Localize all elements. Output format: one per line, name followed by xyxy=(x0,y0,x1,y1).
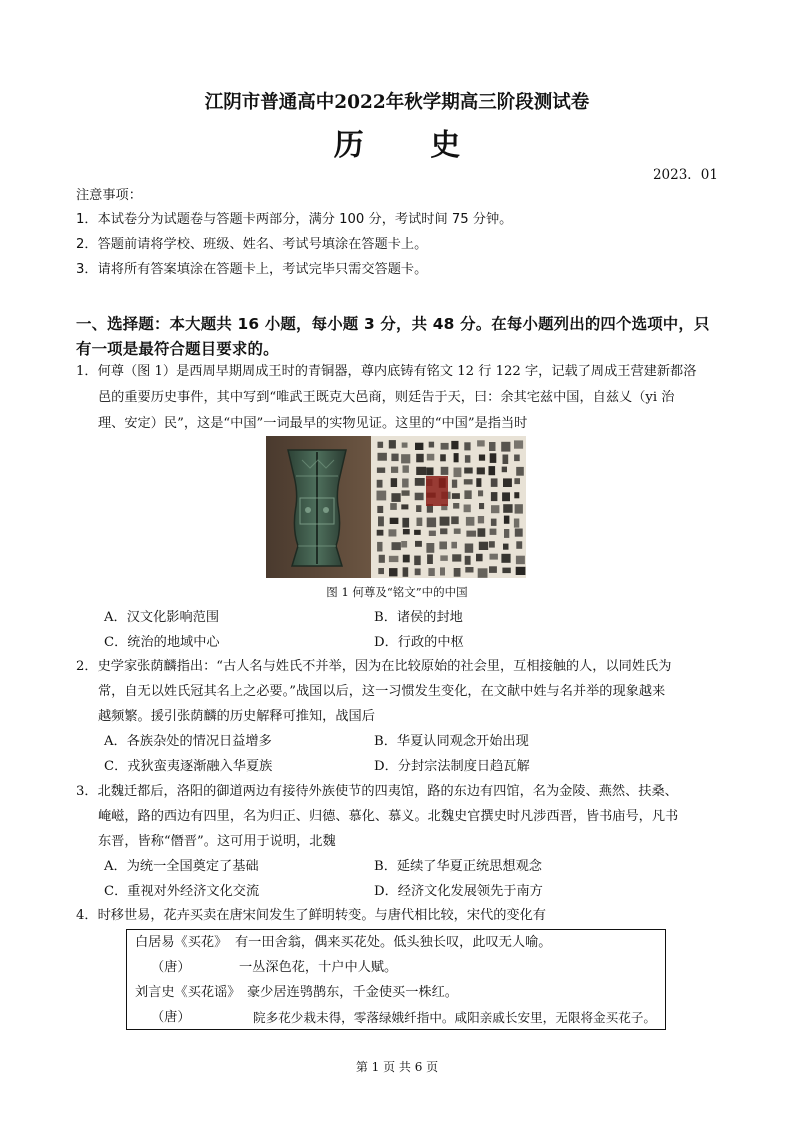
inscription-glyph xyxy=(416,467,426,475)
inscription-glyph xyxy=(479,503,484,509)
q1-option-b[interactable]: B．诸侯的封地 xyxy=(374,610,463,625)
q3-stem-line-3: 东晋，皆称“僭晋”。这可用于说明，北魏 xyxy=(98,834,336,849)
inscription-glyph xyxy=(452,493,460,499)
inscription-glyph xyxy=(417,518,423,526)
inscription-glyph xyxy=(465,455,471,463)
inscription-glyph xyxy=(514,440,523,448)
inscription-glyph xyxy=(401,454,410,463)
inscription-glyph xyxy=(490,529,497,535)
q3-option-c[interactable]: C．重视对外经济文化交流 xyxy=(104,884,260,899)
q1-option-c[interactable]: C．统治的地域中心 xyxy=(104,635,220,650)
inscription-glyph xyxy=(440,454,446,461)
inscription-glyph xyxy=(477,467,485,474)
inscription-glyph xyxy=(451,516,459,524)
q1-stem-line-3: 理、安定）民”，这是“中国”一词最早的实物见证。这里的“中国”是指当时 xyxy=(98,416,528,431)
exam-date: 2023．01 xyxy=(652,167,718,183)
inscription-glyph xyxy=(516,567,526,575)
inscription-glyph xyxy=(402,443,408,448)
inscription-glyph xyxy=(378,453,387,461)
inscription-glyph xyxy=(402,479,409,488)
inscription-glyph xyxy=(516,541,522,549)
inscription-glyph xyxy=(514,455,520,462)
inscription-glyph xyxy=(479,455,485,461)
inscription-glyph xyxy=(515,529,523,537)
inscription-glyph xyxy=(491,505,499,513)
notice-item-3: 3．请将所有答案填涂在答题卡上，考试完毕只需交答题卡。 xyxy=(76,262,428,277)
inscription-glyph xyxy=(503,455,509,465)
inscription-glyph xyxy=(490,453,497,463)
he-zun-figure xyxy=(266,436,526,578)
q2-option-c[interactable]: C．戎狄蛮夷逐渐融入华夏族 xyxy=(104,759,273,774)
inscription-glyph xyxy=(391,454,398,462)
inscription-glyph xyxy=(440,517,450,526)
inscription-glyph xyxy=(465,556,471,565)
inscription-glyph xyxy=(478,490,483,496)
inscription-glyph xyxy=(504,529,509,538)
inscription-glyph xyxy=(439,542,447,550)
inscription-glyph xyxy=(415,569,421,576)
inscription-glyph xyxy=(516,556,525,565)
q1-option-a[interactable]: A．汉文化影响范围 xyxy=(104,610,220,625)
poem-source-2: （唐） xyxy=(151,960,191,975)
inscription-glyph xyxy=(503,478,512,487)
inscription-glyph xyxy=(464,479,473,484)
inscription-glyph xyxy=(403,465,409,472)
inscription-glyph xyxy=(401,504,408,509)
inscription-glyph xyxy=(377,468,385,473)
inscription-glyph xyxy=(402,490,410,495)
inscription-glyph xyxy=(516,467,524,476)
inscription-glyph xyxy=(502,492,510,501)
inscription-glyph xyxy=(428,568,434,576)
inscription-glyph xyxy=(377,491,387,501)
q2-option-a[interactable]: A．各族杂处的情况日益增多 xyxy=(104,734,272,749)
poem-table xyxy=(126,929,666,1030)
q3-option-a[interactable]: A．为统一全国奠定了基础 xyxy=(104,859,259,874)
inscription-glyph xyxy=(414,530,421,535)
inscription-glyph xyxy=(415,541,422,547)
inscription-glyph xyxy=(441,467,449,475)
inscription-glyph xyxy=(491,478,498,487)
inscription-glyph xyxy=(440,528,447,534)
inscription-glyph xyxy=(403,567,409,577)
page-number: 第 1 页 共 6 页 xyxy=(355,1060,439,1074)
q1-stem-line-2: 邑的重要历史事件，其中写到“唯武王既克大邑商，则廷告于天，曰：余其宅兹中国，自兹乂（yi 治 xyxy=(98,390,675,405)
inscription-glyph xyxy=(416,505,421,512)
inscription-glyph xyxy=(477,440,485,446)
inscription-glyph xyxy=(489,566,497,573)
inscription-glyph xyxy=(478,568,488,578)
inscription-glyph xyxy=(466,531,476,537)
inscription-glyph xyxy=(501,442,510,452)
inscription-glyph xyxy=(502,467,507,473)
inscription-glyph xyxy=(479,542,488,550)
inscription-glyph xyxy=(466,517,475,526)
inscription-glyph xyxy=(389,529,397,536)
inscription-glyph xyxy=(465,544,474,553)
inscription-glyph xyxy=(401,541,407,548)
inscription-glyph xyxy=(415,443,423,450)
inscription-glyph xyxy=(452,480,457,488)
inscription-glyph xyxy=(451,542,457,549)
q3-option-b[interactable]: B．延续了华夏正统思想观念 xyxy=(374,859,542,874)
inscription-glyph xyxy=(429,442,434,448)
inscription-glyph xyxy=(503,504,512,513)
inscription-glyph xyxy=(429,531,436,536)
inscription-glyph xyxy=(427,454,435,461)
figure-caption: 图 1 何尊及“铭文”中的中国 xyxy=(326,585,468,599)
inscription-glyph xyxy=(451,441,458,449)
poem-source-4: （唐） xyxy=(151,1010,191,1025)
poem-text-3: 豪少居连鸮鹊东，千金使买一株红。 xyxy=(247,985,458,1000)
inscription-glyph xyxy=(453,503,459,509)
inscription-glyph xyxy=(415,478,425,486)
inscription-glyph xyxy=(514,478,520,484)
inscription-glyph xyxy=(390,518,399,524)
inscription-glyph xyxy=(515,504,523,513)
q3-stem-line-2: 崦嵫，路的西边有四里，名为归正、归德、慕化、慕义。北魏史官撰史时凡涉西晋，皆书庙号，凡书 xyxy=(98,809,679,824)
q1-option-d[interactable]: D．行政的中枢 xyxy=(374,635,464,650)
inscription-glyph xyxy=(379,555,385,563)
inscription-glyph xyxy=(502,568,510,574)
inscription-glyph xyxy=(426,543,434,553)
inscription-glyph xyxy=(464,468,473,474)
q2-option-b[interactable]: B．华夏认同观念开始出现 xyxy=(374,734,529,749)
inscription-glyph xyxy=(491,492,498,501)
q2-stem-line-3: 越频繁。援引张荫麟的历史解释可推知，战国后 xyxy=(98,709,375,724)
inscription-glyph xyxy=(377,530,384,536)
q2-stem-line-2: 常，自无以姓氏冠其名上之必要。”战国以后，这一习惯发生变化，在文献中姓与名并举的现象越来 xyxy=(98,684,666,699)
poem-text-1: 有一田舍翁，偶来买花处。低头独长叹，此叹无人喻。 xyxy=(235,935,552,950)
inscription-glyph xyxy=(377,480,383,488)
inscription-glyph xyxy=(389,556,399,562)
notice-title: 注意事项： xyxy=(76,188,142,203)
inscription-glyph xyxy=(440,555,448,561)
inscription-glyph xyxy=(426,467,433,475)
inscription-glyph xyxy=(454,468,462,478)
inscription-glyph xyxy=(454,453,459,462)
inscription-glyph xyxy=(476,478,481,487)
inscription-glyph xyxy=(378,516,384,526)
bronze-vessel-and-inscription-image xyxy=(266,436,526,578)
inscription-glyph xyxy=(414,556,421,566)
inscription-glyph xyxy=(403,529,410,534)
inscription-glyph xyxy=(391,478,397,487)
inscription-glyph xyxy=(391,467,398,473)
inscription-glyph xyxy=(491,519,497,526)
inscription-glyph xyxy=(501,554,510,563)
poem-source-1: 白居易《买花》 xyxy=(135,935,228,950)
inscription-glyph xyxy=(464,505,471,513)
inscription-glyph xyxy=(440,567,445,575)
inscription-glyph xyxy=(378,568,384,574)
q3-stem-line-1: 3．北魏迁都后，洛阳的御道两边有接待外族使节的四夷馆，路的东边有四馆，名为金陵、燕然、扶桑、 xyxy=(76,784,678,799)
inscription-glyph xyxy=(478,528,486,537)
q1-stem-line-1: 1．何尊（图 1）是西周早期周成王时的青铜器，尊内底铸有铭文 12 行 122 字，记载了周成王营建新都洛 xyxy=(76,364,697,379)
inscription-glyph xyxy=(503,544,509,550)
inscription-glyph xyxy=(464,490,471,499)
inscription-glyph xyxy=(514,492,519,498)
q4-stem: 4．时移世易，花卉买卖在唐宋间发生了鲜明转变。与唐代相比较，宋代的变化有 xyxy=(76,908,546,923)
inscription-glyph xyxy=(514,519,519,528)
inscription-glyph xyxy=(427,554,433,564)
inscription-glyph xyxy=(476,554,483,562)
inscription-glyph xyxy=(489,541,495,547)
inscription-glyph xyxy=(454,529,461,534)
inscription-glyph xyxy=(389,440,396,448)
q2-stem-line-1: 2．史学家张荫麟指出：“古人名与姓氏不并举，因为在比较原始的社会里，互相接触的人，以同姓氏为 xyxy=(76,659,672,674)
inscription-glyph xyxy=(478,516,484,523)
inscription-glyph xyxy=(402,518,409,528)
inscription-glyph xyxy=(392,542,401,550)
q2-option-d[interactable]: D．分封宗法制度日趋瓦解 xyxy=(374,759,530,774)
poem-source-3: 刘言史《买花谣》 xyxy=(135,985,241,1000)
inscription-glyph xyxy=(377,542,382,552)
exam-title: 江阴市普通高中2022年秋学期高三阶段测试卷 xyxy=(204,92,590,113)
inscription-glyph xyxy=(504,516,510,524)
inscription-glyph xyxy=(454,568,461,577)
section-heading: 一、选择题：本大题共 16 小题，每小题 3 分，共 48 分。在每小题列出的四个选项中，只有一项是最符合题目要求的。 xyxy=(76,315,710,358)
inscription-glyph xyxy=(490,554,498,560)
notice-item-1: 1．本试卷分为试题卷与答题卡两部分，满分 100 分，考试时间 75 分钟。 xyxy=(76,212,513,227)
inscription-glyph xyxy=(391,493,400,502)
q3-option-d[interactable]: D．经济文化发展领先于南方 xyxy=(374,884,543,899)
inscription-glyph xyxy=(377,506,383,513)
inscription-glyph xyxy=(427,518,436,528)
inscription-glyph xyxy=(489,466,496,475)
poem-text-4: 院多花少栽未得，零落绿娥纤指中。咸阳亲戚长安里，无限将金买花子。 xyxy=(253,1010,656,1025)
subject-title: 历 史 xyxy=(333,128,489,163)
inscription-glyph xyxy=(465,567,473,573)
poem-text-2: 一丛深色花，十户中人赋。 xyxy=(239,960,398,975)
inscription-glyph xyxy=(389,568,398,576)
inscription-glyph xyxy=(415,493,424,501)
inscription-glyph xyxy=(378,442,384,448)
inscription-glyph xyxy=(390,503,397,510)
notice-item-2: 2．答题前请将学校、班级、姓名、考试号填涂在答题卡上。 xyxy=(76,237,428,252)
inscription-glyph xyxy=(489,442,496,451)
inscription-glyph xyxy=(441,443,449,450)
inscription-glyph xyxy=(416,454,424,463)
inscription-glyph xyxy=(464,442,470,450)
inscription-glyph xyxy=(452,554,461,561)
inscription-glyph xyxy=(403,555,410,563)
